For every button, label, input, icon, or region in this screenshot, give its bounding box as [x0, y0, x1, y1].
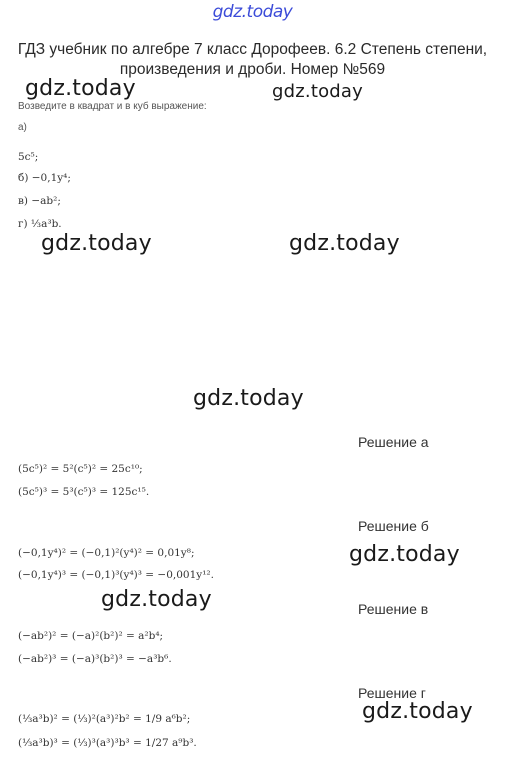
task-item: г) ⅓a³b.	[18, 218, 62, 230]
watermark: gdz.today	[193, 386, 304, 411]
task-item: а)	[18, 122, 27, 133]
solution-v-title: Решение в	[358, 601, 429, 617]
task-item: 5c⁵;	[18, 151, 39, 163]
watermark: gdz.today	[272, 81, 364, 102]
watermark: gdz.today	[289, 231, 400, 256]
watermark: gdz.today	[25, 76, 136, 101]
solution-a-title: Решение а	[358, 434, 429, 450]
solution-line: (⅓a³b)² = (⅓)²(a³)²b² = 1/9 a⁶b²;	[18, 713, 191, 725]
solution-line: (5c⁵)³ = 5³(c⁵)³ = 125c¹⁵.	[18, 486, 150, 498]
solution-line: (−ab²)² = (−a)²(b²)² = a²b⁴;	[18, 630, 164, 642]
task-item: в) −ab²;	[18, 195, 61, 207]
solution-b-title: Решение б	[358, 518, 429, 534]
solution-g-title: Решение г	[358, 685, 426, 701]
solution-line: (⅓a³b)³ = (⅓)³(a³)³b³ = 1/27 a⁹b³.	[18, 737, 197, 749]
site-logo[interactable]: gdz.today	[212, 2, 293, 22]
solution-line: (−ab²)³ = (−a)³(b²)³ = −a³b⁶.	[18, 653, 172, 665]
page-title: ГДЗ учебник по алгебре 7 класс Дорофеев. 6.2 Степень степени, произведения и дроби. Номер №569	[17, 41, 488, 78]
task-item: б) −0,1y⁴;	[18, 172, 71, 184]
watermark: gdz.today	[101, 587, 212, 612]
watermark: gdz.today	[362, 699, 473, 724]
solution-line: (5c⁵)² = 5²(c⁵)² = 25c¹⁰;	[18, 463, 143, 475]
solution-line: (−0,1y⁴)² = (−0,1)²(y⁴)² = 0,01y⁸;	[18, 547, 195, 559]
watermark: gdz.today	[41, 231, 152, 256]
solution-line: (−0,1y⁴)³ = (−0,1)³(y⁴)³ = −0,001y¹².	[18, 569, 214, 581]
watermark: gdz.today	[349, 542, 460, 567]
task-prompt: Возведите в квадрат и в куб выражение:	[18, 101, 207, 112]
